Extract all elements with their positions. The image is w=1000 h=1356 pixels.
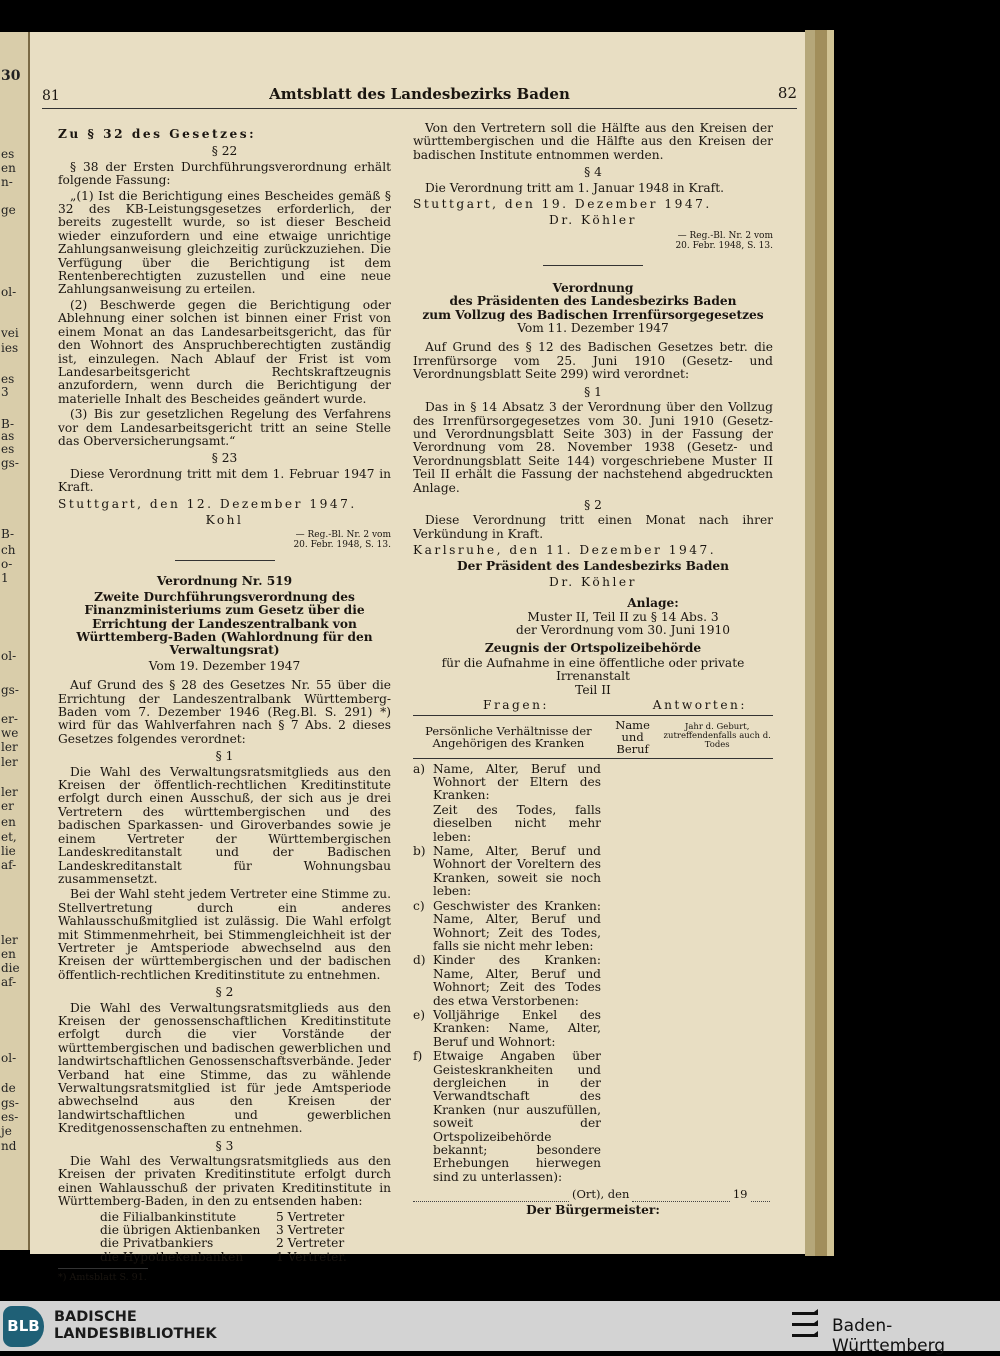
paragraph: Diese Verordnung tritt mit dem 1. Februar 1947 in Kraft. [58, 466, 391, 495]
strip-fragment: er- [1, 712, 18, 726]
paragraph: Die Wahl des Verwaltungsratsmitglieds aus den Kreisen der genossenschaftlichen Kreditinstitute erfolgt durch die vier Vorstände der württembergischen und badischen gewerblichen und landwirtschaftlichen Genossenschaftsverbände. Jeder Verband hat eine Stimme, das zu wählende Verwaltungsratsmitglied ist für jede Amtsperiode abwechselnd aus den Kreisen der landwirtschaftlichen und gewerblichen Kreditgenossenschaften zu entnehmen. [58, 1000, 391, 1136]
paragraph-number: § 3 [215, 1138, 234, 1153]
paragraph: (2) Beschwerde gegen die Berichtigung oder Ablehnung einer solchen ist binnen einer Frist von einem Monat an das Landesarbeitsgericht, das für den Wohnort des Anspruchberechtigten zuständig ist, einzulegen. Nach Ablauf der Frist ist vom Landesarbeitsgericht Rechtskraftzeugnis anzufordern, wenn durch die Berichtigung der materielle Inhalt des Bescheides geändert wurde. [58, 297, 391, 406]
strip-fragment: af- [1, 858, 17, 872]
questions-label: Fragen: [483, 698, 550, 713]
question-text: Kinder des Kranken: Name, Alter, Beruf und Wohnort; Zeit des Todes des etwa Verstorbenen: [433, 953, 601, 1008]
strip-fragment: ler [1, 785, 18, 799]
strip-fragment: af- [1, 975, 17, 989]
table-header-cell: Name und Beruf [604, 715, 662, 758]
paragraph-number: § 1 [215, 749, 234, 764]
place-label: (Ort), den [571, 1187, 630, 1202]
form-columns-header [413, 699, 773, 712]
strip-fragment: es [1, 147, 15, 161]
delegate-group: die Filialbankinstitute [100, 1209, 237, 1224]
book-edge [827, 30, 834, 1256]
question-text: Etwaige Angaben über Geisteskrankheiten und dergleichen in der Verwandtschaft des Kranken (nur auszufüllen, soweit der Ortspolizeibehörde bekannt; besondere Erhebungen hierwegen sind zu unterlassen): [433, 1049, 601, 1184]
paragraph-number: § 2 [215, 985, 234, 1000]
delegate-count: 2 Vertreter [276, 1236, 345, 1251]
list-item [413, 763, 601, 803]
strip-fragment: 3 [1, 385, 9, 399]
blb-logo: BLB [3, 1306, 44, 1347]
paragraph: „(1) Ist die Berichtigung eines Bescheides gemäß § 32 des KB-Leistungsgesetzes erforderlich, der bereits zugestellt wurde, so ist dieser Bescheid wieder einzufordern und eine etwaige unrichtige Zahlungsanweisung gleichzeitig zurückzuziehen. Die Verfügung über die Berichtigung ist dem Rentenberechtigten zuzustellen und eine neue Zahlungsanweisung zu erteilen. [58, 188, 391, 297]
right-column [413, 122, 773, 1219]
table-header-cell: Jahr d. Geburt, zutreffendenfalls auch d. Todes [661, 715, 773, 758]
question-text: Volljährige Enkel des Kranken: Name, Alter, Beruf und Wohnort: [433, 1007, 601, 1049]
book-edge [805, 30, 815, 1256]
strip-fragment: B- [1, 417, 15, 431]
paragraph: Bei der Wahl steht jedem Vertreter eine Stimme zu. Stellvertretung durch ein anderes Wahlausschußmitglied ist zulässig. Die Wahl erfolgt mit Stimmenmehrheit, bei Stimmengleichheit ist der Vertreter je Amtsperiode abwechselnd aus den Kreisen der württembergischen und der badischen öffentlich-rechtlichen Kreditinstitute zu entnehmen. [58, 887, 391, 982]
paragraph: Die Wahl des Verwaltungsratsmitglieds aus den Kreisen der öffentlich-rechtlichen Kreditinstitute erfolgt durch einen Ausschuß, der sich aus je drei Vertretern des württembergischen und des badischen Sparkassen- und Giroverbandes sowie je einem Vertreter der Württembergischen Landeskreditanstalt und der Badischen Landeskreditanstalt für Wohnungsbau zusammensetzt. [58, 764, 391, 886]
strip-fragment: es- [1, 1110, 19, 1124]
strip-fragment: ge [1, 203, 16, 217]
year-blank[interactable] [751, 1191, 771, 1202]
delegate-list [58, 1211, 391, 1265]
form-part: Teil II [575, 682, 611, 697]
paragraph: § 38 der Ersten Durchführungsverordnung erhält folgende Fassung: [58, 159, 391, 188]
annex-reference: Muster II, Teil II zu § 14 Abs. 3 [527, 609, 719, 624]
strip-fragment: we [1, 726, 19, 740]
question-label: b) [413, 844, 426, 859]
strip-fragment: ies [1, 341, 19, 355]
form-subtitle: für die Aufnahme in eine öffentliche oder private [441, 656, 745, 670]
question-label: d) [413, 953, 426, 968]
date-blank[interactable] [632, 1191, 729, 1202]
divider [175, 560, 275, 561]
document-page [30, 32, 805, 1284]
strip-fragment: er [1, 799, 14, 813]
paragraph: Auf Grund des § 12 des Badischen Gesetzes betr. die Irrenfürsorge vom 25. Juni 1910 (Gesetz- und Verordnungsblatt Seite 299) wird verordnet: [413, 340, 773, 382]
paragraph-number: § 22 [211, 144, 238, 159]
strip-fragment: es [1, 372, 15, 386]
journal-title: Amtsblatt des Landesbezirks Baden [269, 85, 570, 103]
question-label: f) [413, 1049, 423, 1064]
strip-fragment: et, [1, 830, 17, 844]
question-label: e) [413, 1007, 425, 1022]
footnote: *) Amtsblatt S. 91. [58, 1268, 148, 1284]
footer-bar [0, 1301, 1000, 1356]
strip-fragment: n- [1, 175, 13, 189]
annex-heading: Anlage: [627, 596, 679, 611]
paragraph: Diese Verordnung tritt einen Monat nach ihrer Verkündung in Kraft. [413, 513, 773, 541]
answers-label: Antworten: [652, 698, 747, 713]
list-item [413, 900, 601, 954]
left-column [58, 128, 391, 1287]
list-item [100, 1211, 391, 1224]
delegate-group: die übrigen Aktienbanken [100, 1223, 261, 1238]
place-date: Stuttgart, den 19. Dezember 1947. [413, 197, 712, 212]
strip-fragment: ol- [1, 649, 17, 663]
question-text: Geschwister des Kranken: Name, Alter, Beruf und Wohnort; Zeit des Todes, falls sie nicht mehr leben: [433, 898, 601, 953]
strip-fragment: o- [1, 557, 13, 571]
strip-fragment: ch [1, 543, 16, 557]
annex-reference: der Verordnung vom 30. Juni 1910 [516, 623, 730, 638]
list-item [413, 804, 601, 844]
paragraph-number: § 23 [211, 451, 238, 466]
ordinance-title: Verordnung [552, 280, 634, 295]
paragraph-number: § 2 [584, 497, 602, 512]
strip-fragment: as [1, 429, 15, 443]
paragraph: Die Verordnung tritt am 1. Januar 1948 in Kraft. [425, 180, 724, 195]
question-text: Name, Alter, Beruf und Wohnort der Voreltern des Kranken, soweit sie noch leben: [433, 844, 601, 899]
strip-fragment: ol- [1, 1051, 17, 1065]
question-list [413, 763, 601, 1185]
list-item [413, 1050, 601, 1184]
strip-fragment: gs- [1, 1096, 19, 1110]
page-number-left: 81 [42, 88, 60, 104]
strip-fragment: lie [1, 844, 16, 858]
list-item [413, 954, 601, 1008]
delegate-count: 3 Vertreter [276, 1223, 345, 1238]
president-title: Der Präsident des Landesbezirks Baden [457, 558, 729, 573]
strip-fragment: gs- [1, 456, 19, 470]
state-name: Baden-Württemberg [832, 1316, 946, 1356]
strip-fragment: je [1, 1124, 12, 1138]
paragraph: Auf Grund des § 28 des Gesetzes Nr. 55 über die Errichtung der Landeszentralbank Württemberg-Baden vom 7. Dezember 1946 (Reg.Bl. S. 291) *) wird für das Wahlverfahren nach § 7 Abs. 2 dieses Gesetzes folgendes verordnet: [58, 678, 391, 746]
mayor-signature-label: Der Bürgermeister: [526, 1202, 660, 1217]
question-label [413, 804, 433, 844]
delegate-count: 1 Vertreter. [276, 1249, 347, 1264]
library-name-line: BADISCHE [54, 1309, 137, 1325]
ordinance-number: Verordnung Nr. 519 [156, 574, 293, 589]
question-text: Name, Alter, Beruf und Wohnort der Eltern des Kranken: [433, 761, 601, 803]
signature: Dr. Köhler [549, 213, 637, 228]
place-date: Stuttgart, den 12. Dezember 1947. [58, 496, 357, 511]
strip-fragment: en [1, 161, 16, 175]
ordinance-title: Zweite Durchführungsverordnung des Finanzministeriums zum Gesetz über die Errichtung der Landeszentralbank von Württemberg-Baden (Wahlordnung für den Verwaltungsrat) [76, 589, 373, 658]
reference: — Reg.-Bl. Nr. 2 vom [677, 230, 773, 241]
delegate-count: 5 Vertreter [276, 1209, 345, 1224]
library-name [54, 1309, 217, 1343]
paragraph: Von den Vertretern soll die Hälfte aus den Kreisen der württembergischen und die Hälfte aus den Kreisen der badischen Institute entnommen werden. [413, 121, 773, 162]
list-item [100, 1251, 391, 1264]
strip-fragment: ol- [1, 285, 17, 299]
question-label: c) [413, 898, 425, 913]
paragraph: Die Wahl des Verwaltungsratsmitglieds aus den Kreisen der privaten Kreditinstitute erfolgt durch einen Wahlausschuß der privaten Kreditinstitute in Württemberg-Baden, in den zu entsenden haben: [58, 1154, 391, 1209]
question-label: a) [413, 761, 426, 776]
signature: Kohl [205, 512, 244, 527]
paragraph-number: § 1 [584, 384, 602, 399]
place-blank[interactable] [413, 1191, 569, 1202]
strip-fragment: 1 [1, 571, 9, 585]
reference: — Reg.-Bl. Nr. 2 vom [295, 530, 391, 541]
reference: 20. Febr. 1948, S. 13. [293, 540, 391, 551]
strip-fragment: nd [1, 1139, 17, 1153]
year-label: 19 [732, 1187, 748, 1202]
strip-fragment: vei [1, 326, 19, 340]
strip-fragment: en [1, 947, 16, 961]
strip-fragment: en [1, 815, 16, 829]
strip-fragment: ler [1, 755, 18, 769]
page-number-right: 82 [777, 84, 797, 102]
strip-fragment: 30 [1, 68, 21, 84]
place-date: Karlsruhe, den 11. Dezember 1947. [413, 543, 717, 558]
form-subtitle: Irrenanstalt [556, 669, 630, 684]
strip-fragment: B- [1, 527, 15, 541]
section-heading: Zu § 32 des Gesetzes: [58, 127, 257, 141]
strip-fragment: ler [1, 740, 18, 754]
form-title: Zeugnis der Ortspolizeibehörde [484, 640, 702, 655]
strip-fragment: de [1, 1081, 16, 1095]
paragraph-number: § 4 [584, 165, 602, 180]
form-table-header [413, 715, 773, 759]
strip-fragment: die [1, 961, 20, 975]
list-item [413, 1009, 601, 1049]
ordinance-date: Vom 11. Dezember 1947 [517, 321, 669, 336]
previous-page-strip [0, 32, 30, 1250]
paragraph: Das in § 14 Absatz 3 der Verordnung über den Vollzug des Irrenfürsorgegesetzes vom 30. Juni 1910 (Gesetz- und Verordnungsblatt Seite 303) in der Fassung der Verordnung vom 28. November 1938 (Gesetz- und Verordnungsblatt Seite 144) vorgeschriebene Muster II Teil II erhält die Fassung der nachstehend abgedruckten Anlage. [413, 400, 773, 495]
lions-icon [788, 1306, 824, 1346]
list-item [100, 1224, 391, 1237]
ordinance-date: Vom 19. Dezember 1947 [148, 658, 301, 673]
ordinance-title: des Präsidenten des Landesbezirks Baden [449, 294, 737, 309]
strip-fragment: es [1, 442, 15, 456]
table-header-cell: Persönliche Verhältnisse der Angehörigen des Kranken [413, 715, 604, 758]
question-text: Zeit des Todes, falls dieselben nicht mehr leben: [433, 802, 601, 844]
ordinance-title: zum Vollzug des Badischen Irrenfürsorgegesetzes [422, 307, 764, 322]
divider [543, 265, 643, 266]
list-item [413, 845, 601, 899]
signature-line [413, 1188, 773, 1201]
list-item [100, 1237, 391, 1250]
delegate-group: die Hypothekenbanken [100, 1249, 244, 1264]
paragraph: (3) Bis zur gesetzlichen Regelung des Verfahrens vor dem Landesarbeitsgericht tritt an seine Stelle das Oberversicherungsamt.“ [58, 407, 391, 448]
strip-fragment: ler [1, 933, 18, 947]
delegate-group: die Privatbankiers [100, 1236, 214, 1251]
strip-fragment: gs- [1, 683, 19, 697]
reference: 20. Febr. 1948, S. 13. [675, 240, 773, 251]
book-edge [815, 30, 827, 1256]
signature: Dr. Köhler [549, 574, 637, 589]
page-header [42, 84, 797, 109]
library-name-line: LANDESBIBLIOTHEK [54, 1326, 217, 1342]
